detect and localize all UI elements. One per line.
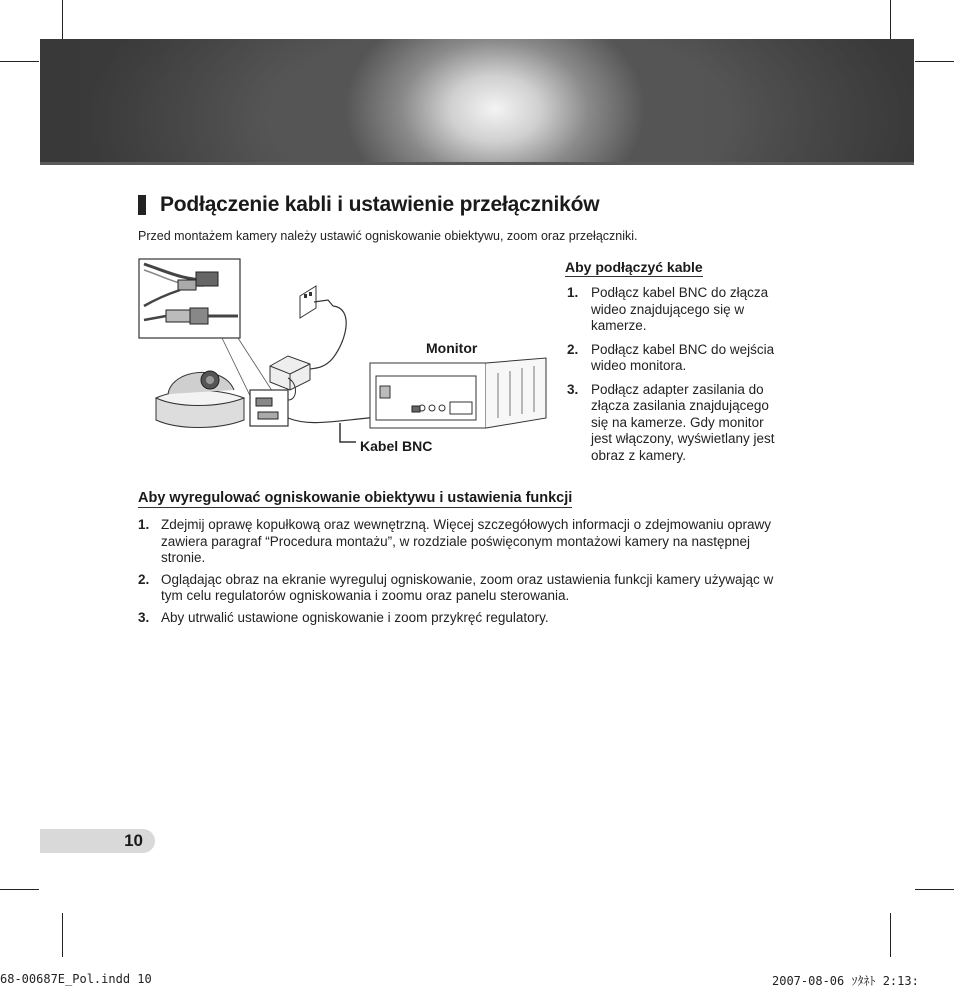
crop-mark — [0, 889, 39, 890]
connect-steps — [567, 285, 780, 464]
connect-heading: Aby podłączyć kable — [565, 259, 703, 275]
page-title: Podłączenie kabli i ustawienie przełączników — [160, 193, 600, 216]
title-marker — [138, 195, 146, 215]
list-item: 1. Zdejmij oprawę kopułkową oraz wewnętrzną. Więcej szczegółowych informacji o zdejmowaniu oprawy zawiera paragraf “Procedura montażu”, w rozdziale poświęconym montażowi kamery na następnej stronie. — [138, 517, 772, 565]
crop-mark — [890, 913, 891, 957]
intro-text: Przed montażem kamery należy ustawić ogniskowanie obiektywu, zoom oraz przełączniki. — [138, 229, 638, 243]
focus-section — [138, 489, 778, 631]
page-number-tab — [40, 829, 155, 853]
list-item: 3. Aby utrwalić ustawione ogniskowanie i zoom przykręć regulatory. — [138, 609, 549, 625]
crop-mark — [0, 61, 39, 62]
crop-mark — [62, 913, 63, 957]
list-item: 3. Podłącz adapter zasilania do złącza zasilania znajdującego się na kamerze. Gdy monitor jest włączony, wyświetlany jest obraz z kamery. — [567, 381, 775, 463]
footer-date-slug: 2007-08-06 ｿﾀﾈﾄ 2:13: — [772, 974, 919, 988]
section-title — [138, 193, 599, 217]
cable-label: Kabel BNC — [360, 438, 433, 454]
focus-steps — [138, 517, 778, 626]
header-banner — [40, 39, 914, 165]
page-number: 10 — [124, 831, 143, 850]
connection-diagram — [138, 258, 550, 463]
crop-mark — [62, 0, 63, 39]
crop-mark — [915, 889, 954, 890]
list-item: 1. Podłącz kabel BNC do złącza wideo znajdującego się w kamerze. — [567, 285, 769, 333]
connect-section — [565, 259, 780, 471]
crop-mark — [915, 61, 954, 62]
list-item: 2. Oglądając obraz na ekranie wyreguluj ogniskowanie, zoom oraz ustawienia funkcji kamery używając w tym celu regulatorów ogniskowania i zoomu oraz panelu sterowania. — [138, 571, 774, 603]
crop-mark — [890, 0, 891, 39]
monitor-label: Monitor — [426, 340, 478, 356]
list-item: 2. Podłącz kabel BNC do wejścia wideo monitora. — [567, 341, 775, 373]
footer-file-slug: 68-00687E_Pol.indd 10 — [0, 972, 152, 986]
focus-heading: Aby wyregulować ogniskowanie obiektywu i ustawienia funkcji — [138, 490, 573, 506]
